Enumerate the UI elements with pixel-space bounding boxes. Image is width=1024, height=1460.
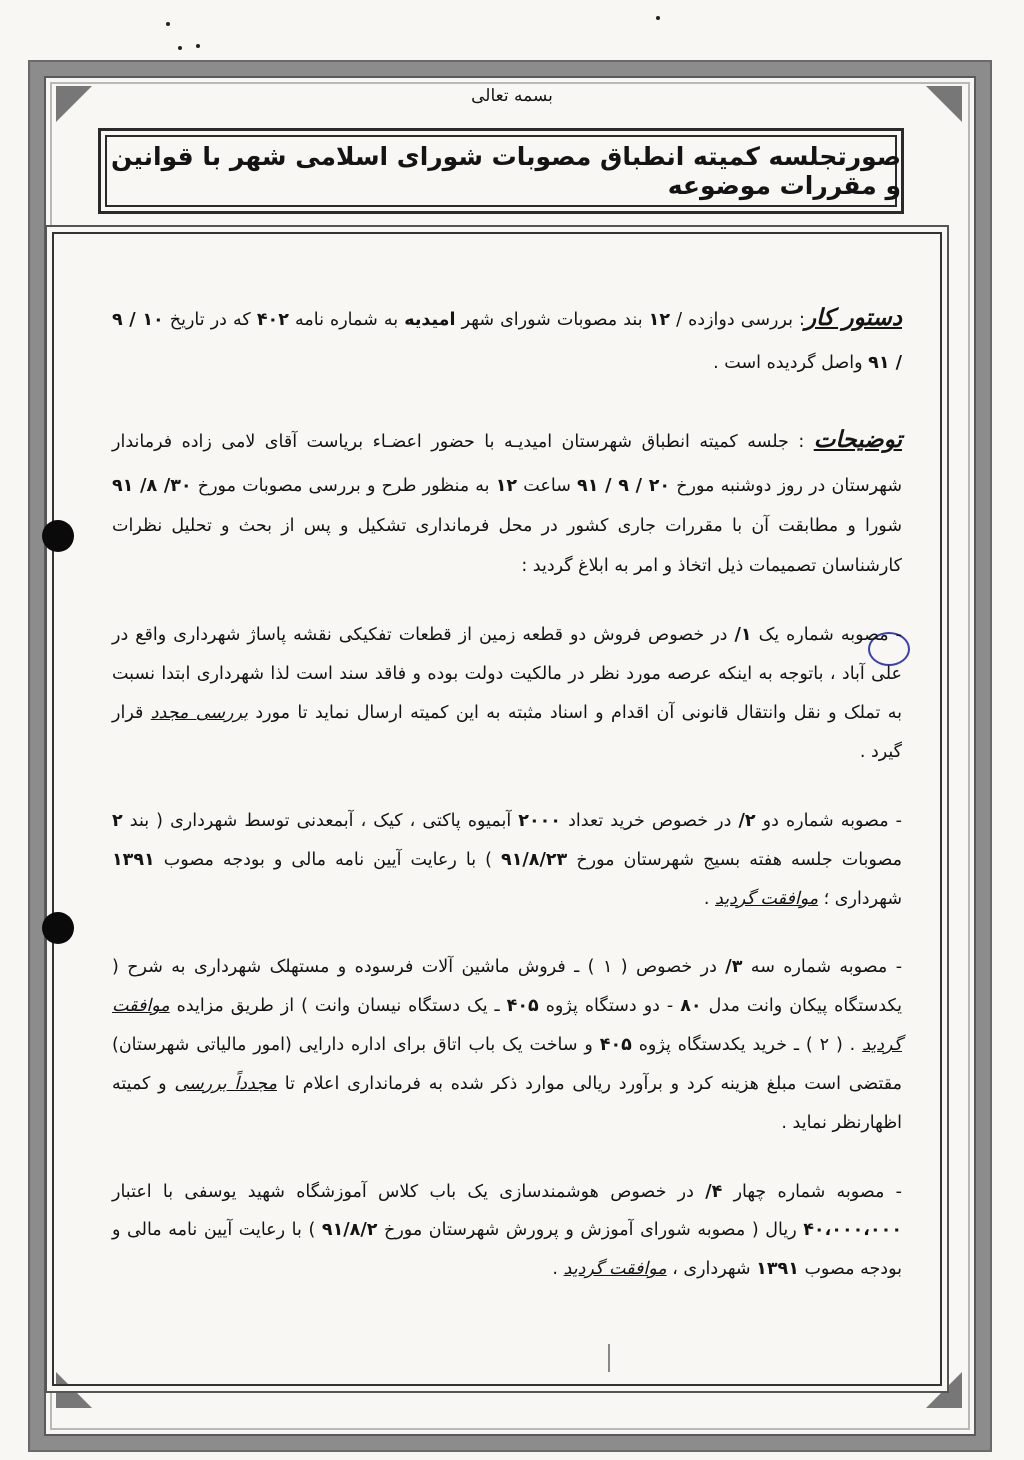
resolution-item-3: - مصوبه شماره سه ۳/ در خصوص ( ۱ ) ـ فروش ماشین آلات فرسوده و مستهلک شهرداری به شرح ( یکدستگاه پیکان وانت مدل ۸۰ - دو دستگاه پژوه ۴۰۵ ـ یک دستگاه نیسان وانت ) از طریق مزایده موافقت گردید . ( ۲ ) ـ خرید یکدستگاه پژوه ۴۰۵ و ساخت یک باب اتاق برای اداره دارایی (امور مالیاتی شهرستان) مقتضی است مبلغ هزینه کرد و برآورد ریالی موارد ذکر شده به فرمانداری اعلام تا مجدداً بررسی و کمیته اظهارنظر نماید .: [112, 957, 903, 1133]
explanations-label: توضیحات: [813, 426, 902, 454]
basmala-heading: بسمه تعالی: [471, 86, 553, 106]
document-title: صورتجلسه کمیته انطباق مصوبات شورای اسلامی شهر با قوانین و مقررات موضوعه: [110, 142, 901, 200]
minutes-body: [112, 292, 902, 1319]
letter-number: ۴۰۲: [256, 310, 289, 330]
decision-text: مجدداً بررسی: [174, 1073, 277, 1094]
city-name: امیدیه: [404, 310, 456, 330]
paper-speck: [178, 46, 182, 50]
title-box: [98, 128, 904, 214]
resolution-item-4: - مصوبه شماره چهار ۴/ در خصوص هوشمندسازی یک باب کلاس آموزشگاه شهید یوسفی با اعتبار ۴۰،۰۰۰،۰۰۰ ریال ( مصوبه شورای آموزش و پرورش شهرستان مورخ ۹۱/۸/۲ ) با رعایت آیین نامه مالی و بودجه مصوب ۱۳۹۱ شهرداری ، موافقت گردید .: [112, 1181, 902, 1280]
decision-text: بررسی مجدد: [150, 703, 248, 724]
paper-speck: [656, 16, 660, 20]
resolution-item-2: - مصوبه شماره دو ۲/ در خصوص خرید تعداد ۲۰۰۰ آبمیوه پاکتی ، کیک ، آبمعدنی توسط شهرداری ( بند ۲ مصوبات جلسه هفته بسیج شهرستان مورخ ۹۱/۸/۲۳ ) با رعایت آیین نامه مالی و بودجه مصوب ۱۳۹۱ شهرداری ؛ موافقت گردید .: [112, 810, 902, 909]
paper-speck: [196, 44, 200, 48]
paper-speck: [166, 22, 170, 26]
decision-text: موافقت گردید: [563, 1259, 667, 1280]
explanations-paragraph: توضیحات : جلسه کمیته انطباق شهرستان امیدیـه با حضور اعضـاء بریاست آقای لامی زاده فرماندار شهرستان در روز دوشنبه مورخ ۲۰ / ۹ / ۹۱ ساعت ۱۲ به منظور طرح و بررسی مصوبات مورخ ۳۰/ ۸/ ۹۱ شورا و مطابقت آن با مقررات جاری کشور در محل فرمانداری تشکیل و پس از بحث و تحلیل نظرات کارشناسان تصمیمات ذیل اتخاذ و امر به ابلاغ گردید :: [112, 426, 903, 576]
punch-hole: [42, 912, 74, 944]
agenda-date: ۱۰ / ۹ / ۹۱: [112, 310, 902, 374]
meeting-date: ۲۰ / ۹ / ۹۱: [577, 475, 671, 496]
resolution-item-1: - مصوبه شماره یک ۱/ در خصوص فروش دو قطعه زمین از قطعات تفکیکی نقشه پاساژ شهرداری واقع در علی آباد ، باتوجه به اینکه عرصه مورد نظر در مالکیت دولت بوده و فاقد سند است لذا شهرداری ابتدا نسبت به تملک و نقل وانتقال قانونی آن اقدام و اسناد مثبته به این کمیته ارسال نماید تا مورد بررسی مجدد قرار گیرد .: [112, 625, 902, 762]
decision-text: موافقت گردید: [112, 996, 902, 1056]
agenda-label: دستور کار: [804, 304, 902, 331]
punch-hole: [42, 520, 74, 552]
decision-text: موافقت گردید: [715, 888, 819, 909]
agenda-paragraph: دستور کار: بررسی دوازده / ۱۲ بند مصوبات شورای شهر امیدیه به شماره نامه ۴۰۲ که در تاریخ ۱۰ / ۹ / ۹۱ واصل گردیده است .: [112, 304, 902, 374]
pencil-mark: [608, 1344, 610, 1372]
